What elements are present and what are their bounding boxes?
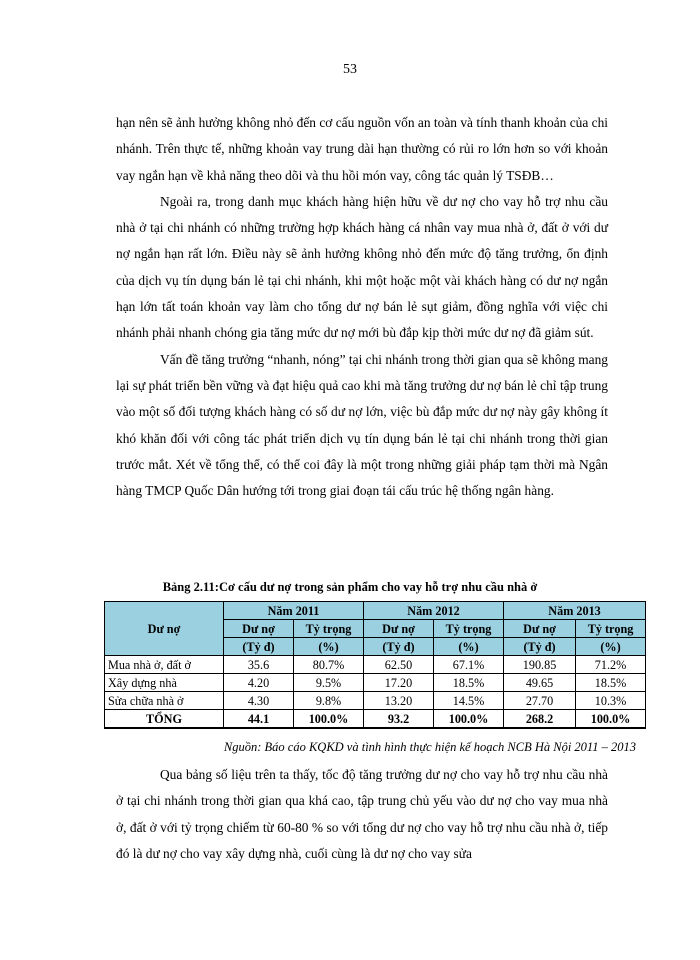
table-cell: 62.50 [364,656,434,674]
body-text-bottom [116,762,608,867]
table-cell: 190.85 [504,656,576,674]
body-text-top [116,110,608,504]
table-cell: 71.2% [576,656,646,674]
row-header: Dư nợ [105,602,224,656]
table-cell: 13.20 [364,692,434,710]
table-cell: 67.1% [434,656,504,674]
table-cell: 100.0% [294,710,364,729]
row-label: Mua nhà ở, đất ở [105,656,224,674]
table-caption: Bảng 2.11:Cơ cấu dư nợ trong sản phẩm cho vay hỗ trợ nhu cầu nhà ở [162,580,538,594]
table-cell: 10.3% [576,692,646,710]
col-unit: (Tỷ đ) [504,638,576,656]
paragraph-4: Qua bảng số liệu trên ta thấy, tốc độ tăng trưởng dư nợ cho vay hỗ trợ nhu cầu nhà ở tại chi nhánh trong thời gian qua khá cao, tập trung chủ yếu vào dư nợ cho vay mua nhà ở, đất ở với tỷ trọng chiếm từ 60-80 % so với tổng dư nợ cho vay hỗ trợ nhu cầu nhà ở, tiếp đó là dư nợ cho vay xây dựng nhà, cuối cùng là dư nợ cho vay sửa [116,767,608,861]
col-header: Tỷ trọng [294,620,364,638]
table-cell: 100.0% [434,710,504,729]
year-2011: Năm 2011 [224,602,364,620]
page-number: 53 [343,62,357,77]
row-label: Sửa chữa nhà ở [105,692,224,710]
table-cell: 9.8% [294,692,364,710]
col-unit: (%) [434,638,504,656]
table-row [105,692,646,710]
table-cell: 27.70 [504,692,576,710]
col-header: Dư nợ [364,620,434,638]
table-cell: 14.5% [434,692,504,710]
debt-structure-table [104,601,646,729]
col-header: Tỷ trọng [576,620,646,638]
col-header: Tỷ trọng [434,620,504,638]
total-label: TỔNG [105,710,224,729]
table-cell: 80.7% [294,656,364,674]
table-cell: 35.6 [224,656,294,674]
table-row [105,674,646,692]
row-label: Xây dựng nhà [105,674,224,692]
table-cell: 44.1 [224,710,294,729]
table-cell: 4.20 [224,674,294,692]
year-2012: Năm 2012 [364,602,504,620]
year-2013: Năm 2013 [504,602,646,620]
table-source: Nguồn: Báo cáo KQKD và tình hình thực hiện kế hoạch NCB Hà Nội 2011 – 2013 [223,740,636,754]
table-cell: 93.2 [364,710,434,729]
table-cell: 9.5% [294,674,364,692]
paragraph-2: Ngoài ra, trong danh mục khách hàng hiện hữu về dư nợ cho vay hỗ trợ nhu cầu nhà ở tại chi nhánh có những trường hợp khách hàng cá nhân vay mua nhà ở, đất ở với dư nợ ngắn hạn rất lớn. Điều này sẽ ảnh hưởng không nhỏ đến mức độ tăng trưởng, ổn định của dịch vụ tín dụng bán lẻ tại chi nhánh, khi một hoặc một vài khách hàng có dư nợ ngắn hạn lớn tất toán khoản vay làm cho tổng dư nợ bán lẻ sụt giảm, đồng nghĩa với việc chi nhánh phải nhanh chóng gia tăng mức dư nợ mới bù đắp kịp thời mức dư nợ đã giảm sút. [116,193,608,341]
paragraph-1: hạn nên sẽ ảnh hưởng không nhỏ đến cơ cấu nguồn vốn an toàn và tính thanh khoản của chi nhánh. Trên thực tế, những khoản vay trung dài hạn thường có rủi ro lớn hơn so với khoản vay ngắn hạn về khả năng theo dõi và thu hồi món vay, công tác quản lý TSĐB… [116,115,608,183]
col-unit: (Tỷ đ) [364,638,434,656]
col-unit: (%) [576,638,646,656]
table-cell: 18.5% [576,674,646,692]
col-header: Dư nợ [224,620,294,638]
table-cell: 18.5% [434,674,504,692]
table-cell: 4.30 [224,692,294,710]
table-cell: 17.20 [364,674,434,692]
total-row [105,710,646,729]
table-cell: 268.2 [504,710,576,729]
table-row [105,656,646,674]
table-cell: 100.0% [576,710,646,729]
table-cell: 49.65 [504,674,576,692]
paragraph-3: Vấn đề tăng trưởng “nhanh, nóng” tại chi nhánh trong thời gian qua sẽ không mang lại sự phát triển bền vững và đạt hiệu quả cao khi mà tăng trưởng dư nợ bán lẻ chỉ tập trung vào một số đối tượng khách hàng có số dư nợ lớn, việc bù đắp mức dư nợ này gây không ít khó khăn đối với công tác phát triển dịch vụ tín dụng bán lẻ tại chi nhánh trong thời gian trước mắt. Xét về tổng thể, có thể coi đây là một trong những giải pháp tạm thời mà Ngân hàng TMCP Quốc Dân hướng tới trong giai đoạn tái cấu trúc hệ thống ngân hàng. [116,351,608,499]
col-header: Dư nợ [504,620,576,638]
col-unit: (Tỷ đ) [224,638,294,656]
col-unit: (%) [294,638,364,656]
